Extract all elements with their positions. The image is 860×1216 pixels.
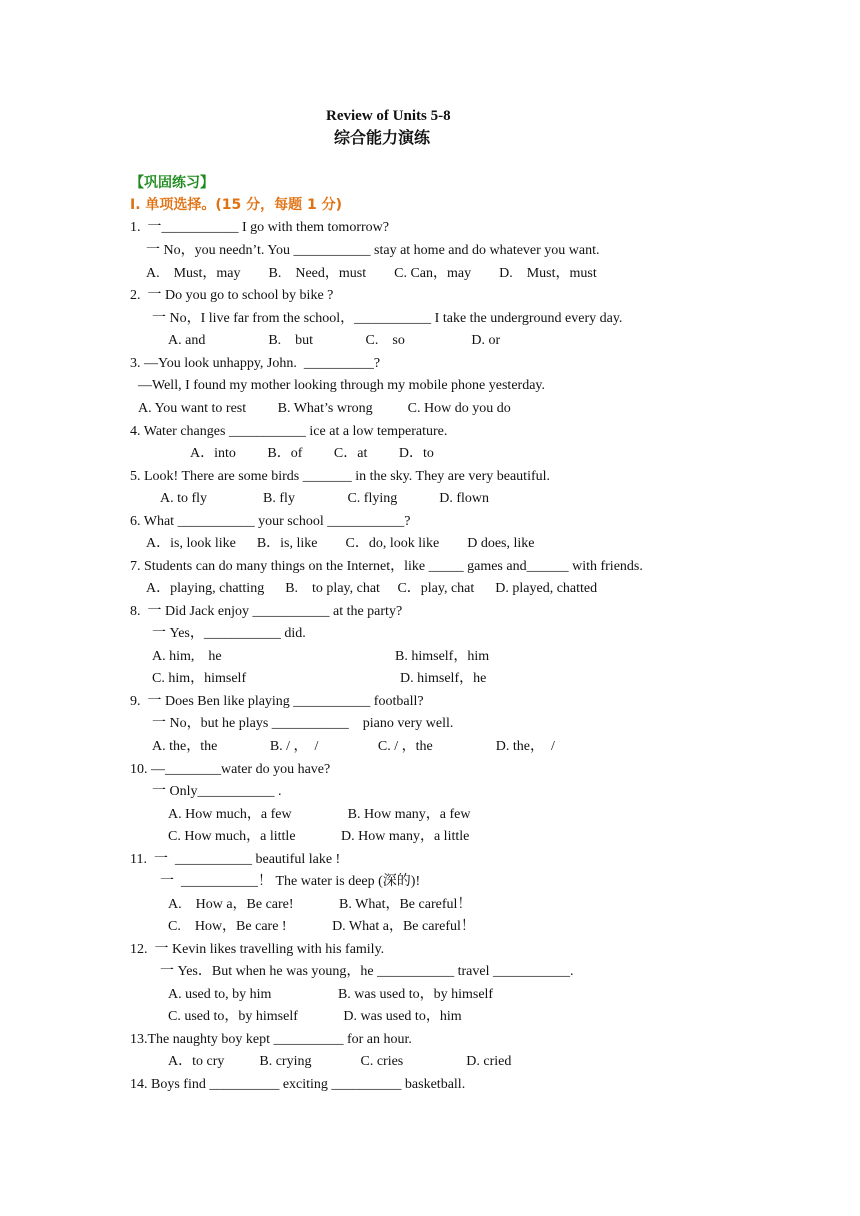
question-12-options-2: C. used to，by himself D. was used to，him (168, 1009, 462, 1024)
question-6-options: A．is, look like B．is, like C．do, look like D does, like (146, 536, 535, 551)
question-9: 9. 一 Does Ben like playing ___________ football? (130, 694, 424, 709)
question-7-options: A．playing, chatting B. to play, chat C．play, chat D. played, chatted (146, 581, 598, 596)
question-6: 6. What ___________ your school ___________? (130, 514, 411, 529)
question-12-answer: 一 Yes．But when he was young，he ___________ travel ___________. (160, 964, 574, 979)
question-2-answer: 一 No，I live far from the school，___________ I take the underground every day. (152, 311, 623, 326)
question-13-options: A．to cry B. crying C. cries D. cried (168, 1054, 512, 1069)
question-1: 1. 一___________ I go with them tomorrow? (130, 220, 389, 235)
question-12: 12. 一 Kevin likes travelling with his family. (130, 942, 385, 957)
question-8-answer: 一 Yes，___________ did. (152, 626, 306, 641)
question-1-answer: 一 No，you needn’t. You ___________ stay at home and do whatever you want. (146, 243, 600, 258)
document-subtitle: 综合能力演练 (334, 128, 431, 147)
question-8-option-b: B. himself，him (395, 649, 490, 664)
question-4: 4. Water changes ___________ ice at a low temperature. (130, 424, 448, 439)
question-1-options: A. Must，may B. Need，must C. Can，may D. Must，must (146, 266, 597, 281)
question-8: 8. 一 Did Jack enjoy ___________ at the party? (130, 604, 403, 619)
question-3-options: A. You want to rest B. What’s wrong C. How do you do (138, 401, 511, 416)
question-2-options: A. and B. but C. so D. or (168, 333, 501, 348)
question-9-options: A. the，the B. / ， / C. / ，the D. the， / (152, 739, 555, 754)
question-11-options-1: A. How a，Be care! B. What，Be careful！ (168, 897, 472, 912)
question-9-answer: 一 No，but he plays ___________ piano very well. (152, 716, 454, 731)
question-2: 2. 一 Do you go to school by bike ? (130, 288, 334, 303)
question-10: 10. —________water do you have? (130, 762, 331, 777)
question-5: 5. Look! There are some birds _______ in the sky. They are very beautiful. (130, 469, 551, 484)
question-11-options-2: C. How，Be care ! D. What a，Be careful！ (168, 919, 475, 934)
question-5-options: A. to fly B. fly C. flying D. flown (160, 491, 489, 506)
question-7: 7. Students can do many things on the Internet，like _____ games and______ with friends. (130, 559, 643, 574)
question-11-answer: 一 ___________！ The water is deep (深的)! (160, 874, 421, 889)
question-12-options-1: A. used to, by him B. was used to，by himself (168, 987, 494, 1002)
question-3: 3. —You look unhappy, John. __________? (130, 356, 381, 371)
question-3-answer: —Well, I found my mother looking through my mobile phone yesterday. (138, 378, 546, 393)
question-4-options: A．into B．of C．at D．to (190, 446, 434, 461)
document-title: Review of Units 5-8 (326, 108, 451, 124)
question-8-option-a: A. him, he (152, 649, 222, 664)
question-10-options-1: A. How much，a few B. How many，a few (168, 807, 471, 822)
question-10-answer: 一 Only___________ . (152, 784, 282, 799)
part1-heading: I. 单项选择。(15 分，每题 1 分) (130, 197, 343, 213)
practice-section-label: 【巩固练习】 (130, 175, 214, 191)
question-10-options-2: C. How much，a little D. How many，a little (168, 829, 470, 844)
question-11: 11. 一 ___________ beautiful lake ! (130, 852, 341, 867)
question-13: 13.The naughty boy kept __________ for an hour. (130, 1032, 412, 1047)
question-8-option-c: C. him，himself (152, 671, 247, 686)
question-14: 14. Boys find __________ exciting __________ basketball. (130, 1077, 466, 1092)
question-8-option-d: D. himself，he (400, 671, 487, 686)
